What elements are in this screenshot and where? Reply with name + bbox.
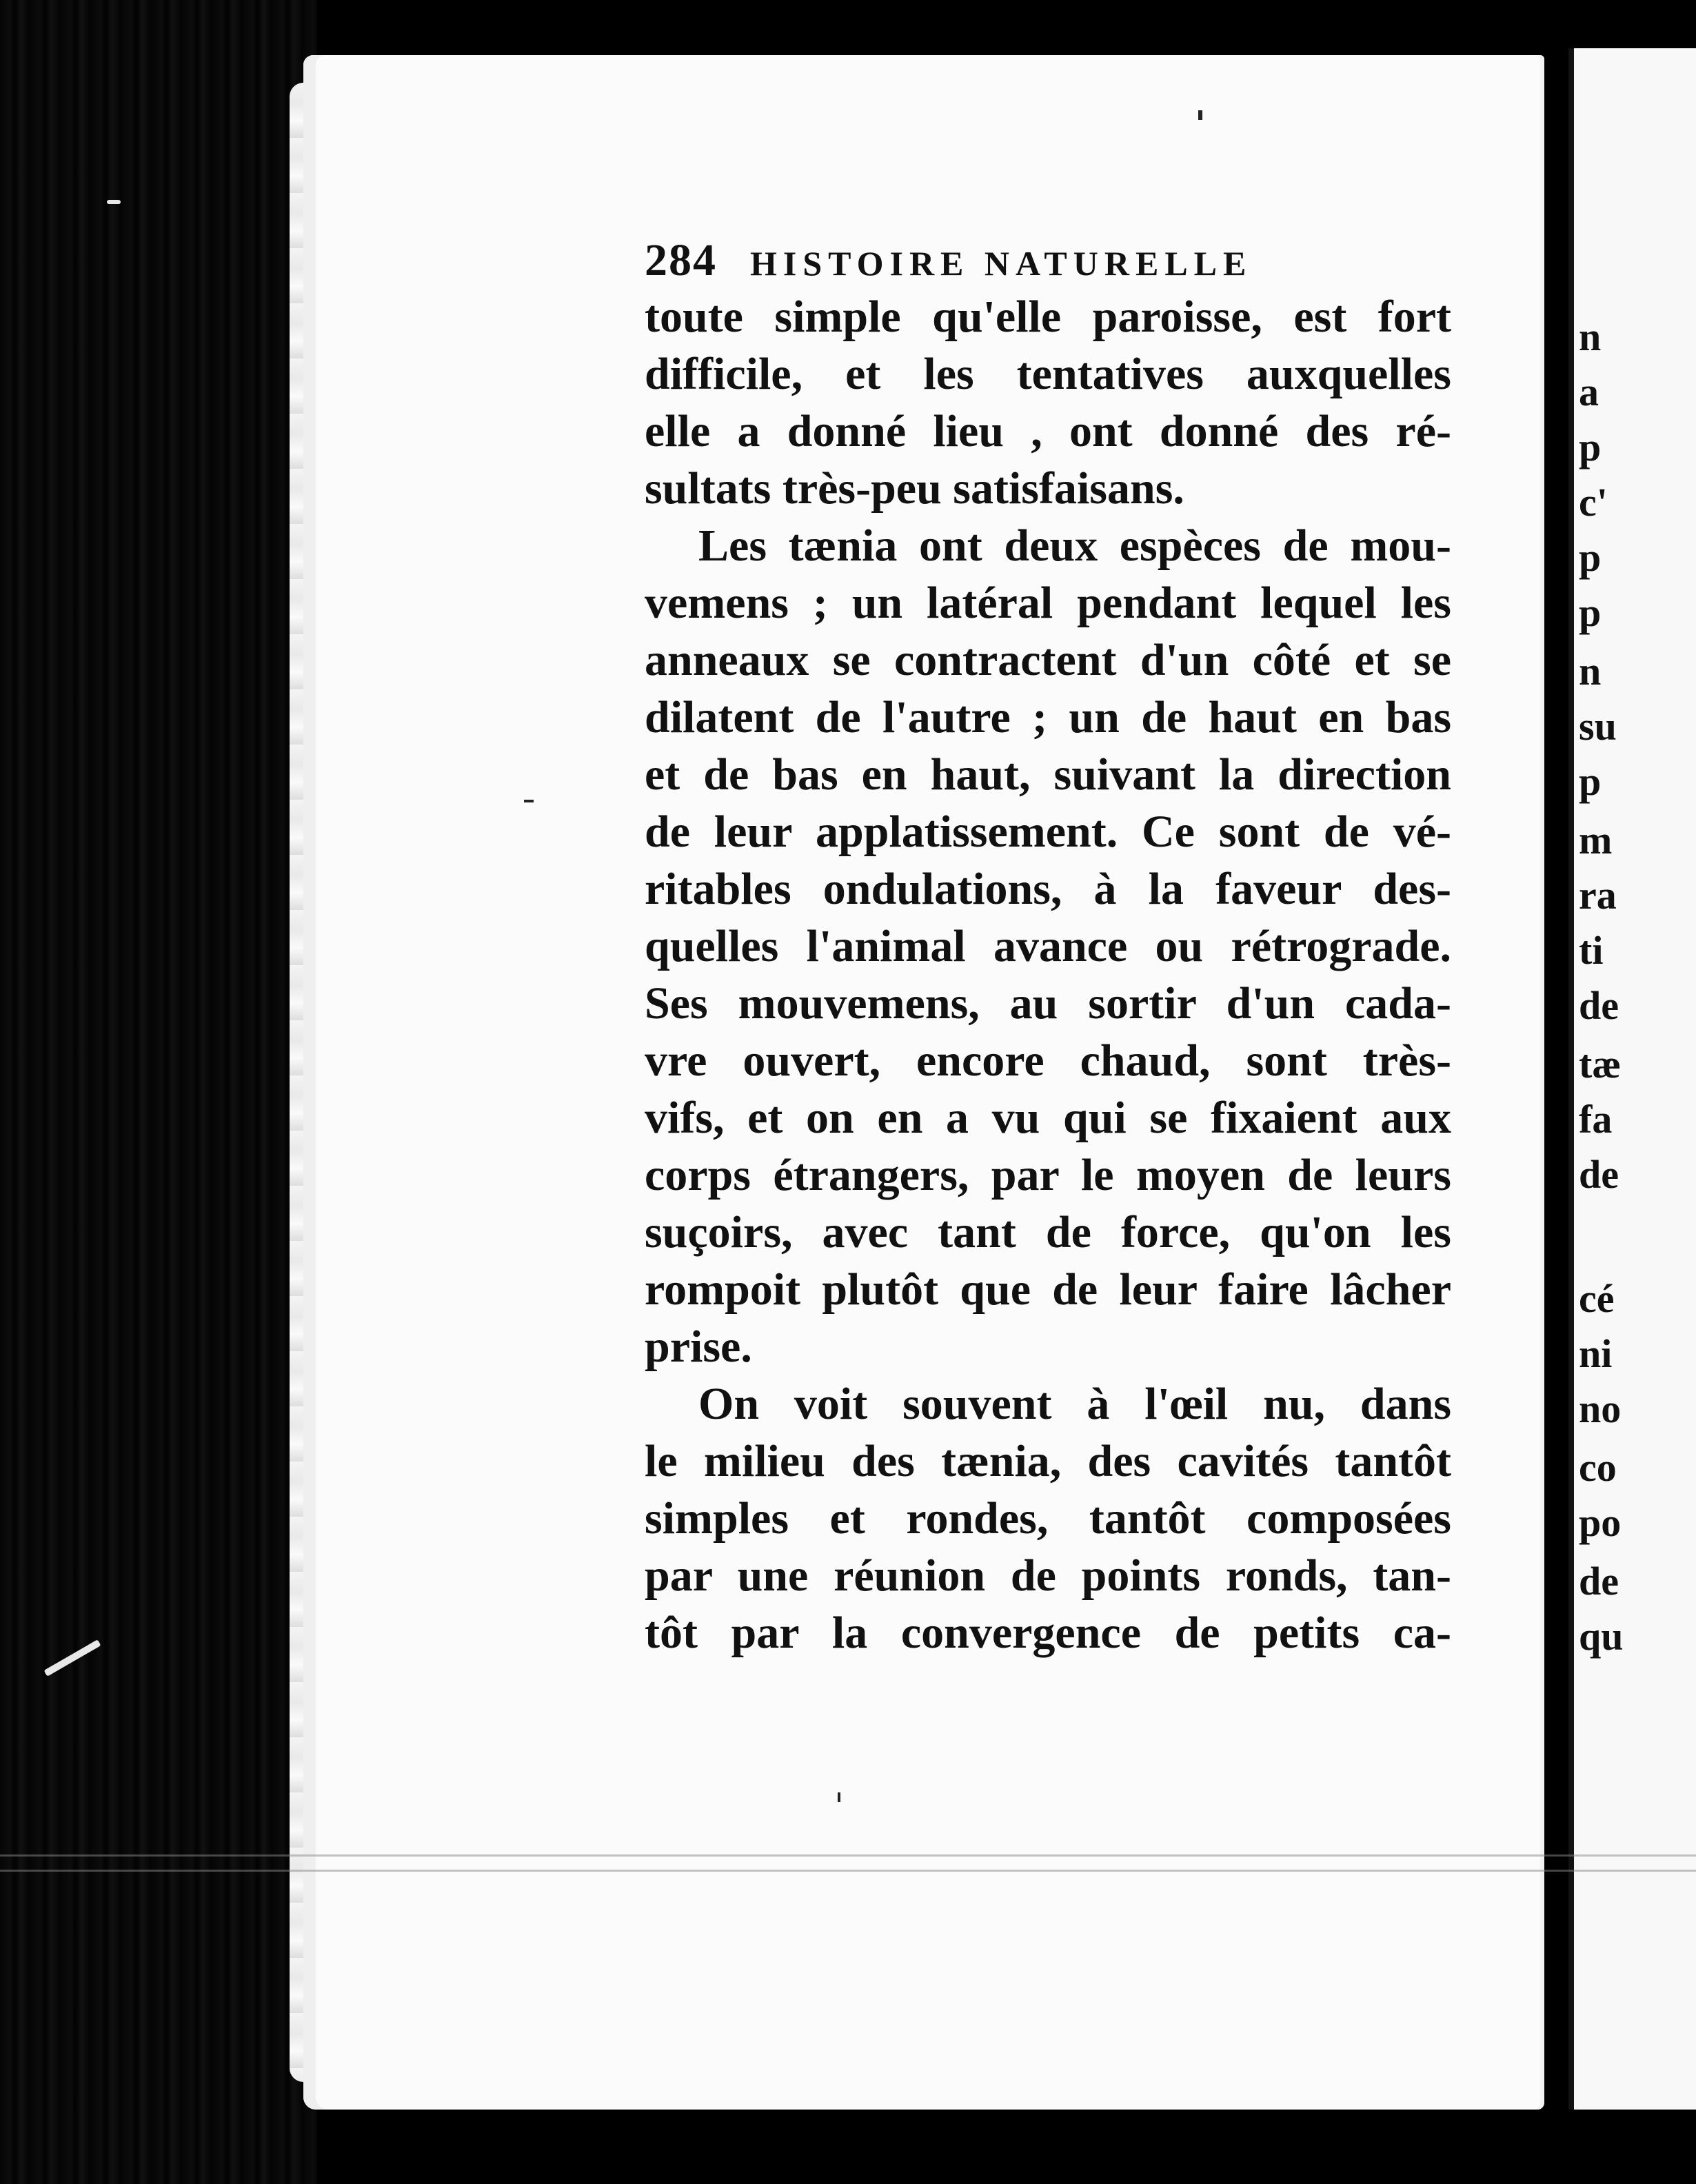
facing-page-fragment: p	[1579, 590, 1602, 635]
text-line: de leur applatissement. Ce sont de vé-	[645, 807, 1451, 857]
page-text-block	[645, 234, 1451, 1661]
text-line: par une réunion de points ronds, tan-	[645, 1550, 1451, 1601]
body-text	[645, 288, 1451, 1661]
text-line: elle a donné lieu , ont donné des ré-	[645, 406, 1451, 456]
facing-page-fragment: ti	[1579, 928, 1604, 973]
facing-page-fragment: de	[1579, 983, 1619, 1028]
facing-page-fragment: de	[1579, 1559, 1619, 1604]
text-line: On voit souvent à l'œil nu, dans	[698, 1379, 1451, 1429]
ink-speck	[1198, 110, 1202, 120]
text-line: ritables ondulations, à la faveur des-	[645, 864, 1451, 914]
facing-page-fragment: a	[1579, 370, 1599, 414]
text-line: quelles l'animal avance ou rétrograde.	[645, 921, 1451, 971]
text-line: le milieu des tænia, des cavités tantôt	[645, 1436, 1451, 1486]
facing-page-fragment: cé	[1579, 1276, 1615, 1321]
facing-page-fragment: n	[1579, 649, 1602, 694]
ink-speck	[838, 1792, 840, 1802]
text-line: tôt par la convergence de petits ca-	[645, 1608, 1451, 1658]
text-line: vre ouvert, encore chaud, sont très-	[645, 1035, 1451, 1086]
facing-page-fragment: ra	[1579, 873, 1617, 918]
facing-page-fragment: po	[1579, 1500, 1622, 1545]
text-line: et de bas en haut, suivant la direction	[645, 749, 1451, 800]
facing-page-fragment: no	[1579, 1386, 1622, 1431]
text-line: vifs, et on en a vu qui se fixaient aux	[645, 1093, 1451, 1143]
text-line: vemens ; un latéral pendant lequel les	[645, 578, 1451, 628]
text-line: sultats très-peu satisfaisans.	[645, 463, 1184, 514]
facing-page-fragment: c'	[1579, 480, 1608, 525]
text-line: toute simple qu'elle paroisse, est fort	[645, 292, 1451, 342]
ink-speck	[524, 800, 534, 802]
running-title: HISTOIRE NATURELLE	[750, 244, 1253, 283]
facing-page-fragment: fa	[1579, 1097, 1613, 1142]
facing-page-fragment: de	[1579, 1152, 1619, 1197]
scanner-artifact-line	[0, 1870, 1696, 1872]
text-line: Ses mouvemens, au sortir d'un cada-	[645, 978, 1451, 1029]
text-line: difficile, et les tentatives auxquelles	[645, 349, 1451, 399]
facing-page-fragment: qu	[1579, 1614, 1624, 1659]
facing-page-fragment: m	[1579, 818, 1613, 862]
text-line: prise.	[645, 1322, 752, 1372]
facing-page-fragment: co	[1579, 1445, 1617, 1490]
text-line: rompoit plutôt que de leur faire lâcher	[645, 1264, 1451, 1315]
text-line: anneaux se contractent d'un côté et se	[645, 635, 1451, 685]
facing-page-fragment: p	[1579, 425, 1602, 469]
facing-page-fragment: p	[1579, 535, 1602, 580]
facing-page-fragment: tæ	[1579, 1042, 1622, 1086]
facing-page-fragment: su	[1579, 704, 1617, 749]
facing-page-fragment: n	[1579, 314, 1602, 359]
facing-page-fragment: ni	[1579, 1331, 1613, 1376]
facing-page-fragment: p	[1579, 759, 1602, 804]
scanner-artifact-line	[0, 1854, 1696, 1857]
page-number: 284	[645, 235, 717, 285]
edge-highlight	[107, 200, 121, 204]
text-line: simples et rondes, tantôt composées	[645, 1493, 1451, 1544]
text-line: corps étrangers, par le moyen de leurs	[645, 1150, 1451, 1200]
text-line: dilatent de l'autre ; un de haut en bas	[645, 692, 1451, 742]
running-head	[645, 234, 1451, 284]
text-line: suçoirs, avec tant de force, qu'on les	[645, 1207, 1451, 1257]
text-line: Les tænia ont deux espèces de mou-	[698, 520, 1451, 571]
